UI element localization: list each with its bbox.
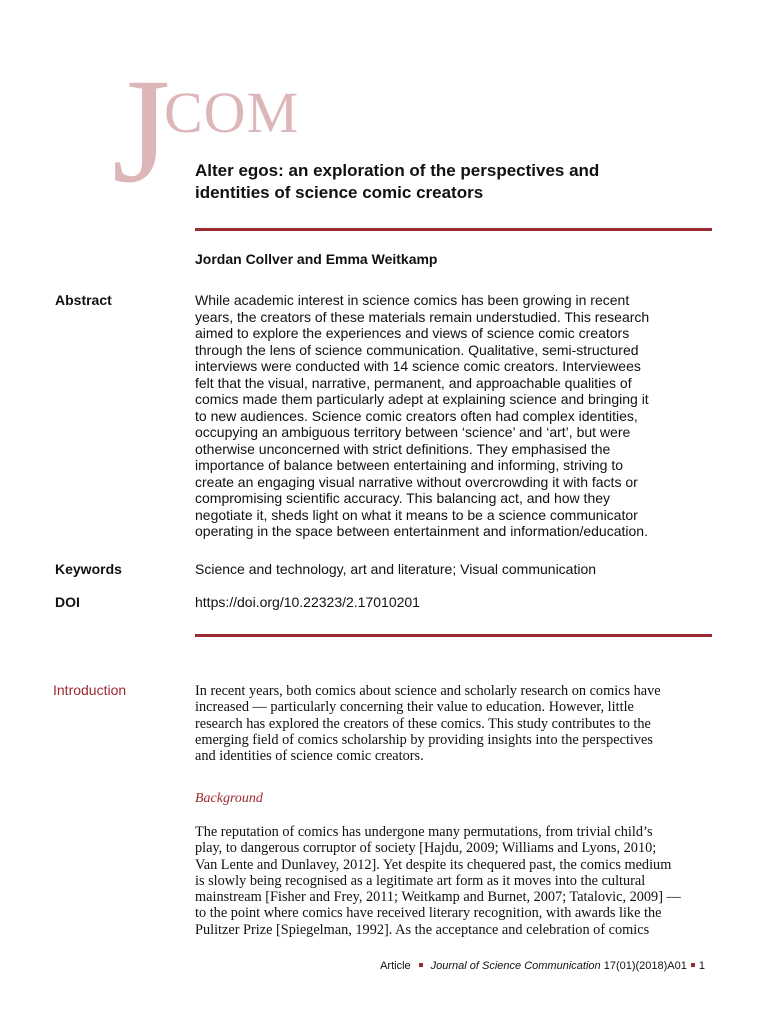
background-line: Pulitzer Prize [Spiegelman, 1992]. As the acceptance and celebration of comics <box>195 921 650 938</box>
introduction-text <box>195 683 715 764</box>
introduction-heading: Introduction <box>53 682 127 698</box>
doi-link[interactable]: https://doi.org/10.22323/2.17010201 <box>195 594 420 610</box>
keywords-label: Keywords <box>55 561 122 577</box>
background-heading: Background <box>195 791 263 806</box>
footer-article: Article <box>380 960 411 972</box>
abstract-line: While academic interest in science comics has been growing in recent <box>195 292 630 308</box>
abstract-line: negotiate it, sheds light on what it means to be a science communicator <box>195 506 638 523</box>
article-title <box>195 160 695 204</box>
abstract-line: interviews were conducted with 14 science comic creators. Interviewees <box>195 358 641 374</box>
intro-line: increased — particularly concerning their value to education. However, little <box>195 699 634 716</box>
page-footer <box>380 960 705 972</box>
intro-line: research has explored the creators of these comics. This study contributes to the <box>195 715 651 732</box>
intro-line: emerging field of comics scholarship by providing insights into the perspectives <box>195 731 653 748</box>
footer-journal: Journal of Science Communication <box>430 960 601 972</box>
authors: Jordan Collver and Emma Weitkamp <box>195 251 438 267</box>
abstract-line: importance of balance between entertaining and informing, striving to <box>195 457 624 473</box>
divider-bottom <box>195 634 712 637</box>
footer-separator <box>691 963 695 967</box>
keywords-value: Science and technology, art and literature; Visual communication <box>195 561 597 577</box>
title-line: Alter egos: an exploration of the perspectives and <box>195 161 600 180</box>
logo-letters-com: COM <box>164 80 300 145</box>
abstract-line: to new audiences. Science comic creators often had complex identities, <box>195 407 638 424</box>
abstract-line: create an engaging visual narrative without overcrowding it with facts or <box>195 473 638 490</box>
abstract-line: through the lens of science communication. Qualitative, semi-structured <box>195 341 639 358</box>
logo-letter-j: J <box>112 48 171 214</box>
abstract-line: otherwise unconcerned with strict definitions. They emphasised the <box>195 440 611 457</box>
footer-issue: 17(01)(2018)A01 <box>603 960 687 972</box>
abstract-line: operating in the space between entertainment and information/education. <box>195 523 648 539</box>
divider-top <box>195 228 712 231</box>
abstract-line: occupying an ambiguous territory between ‘science’ and ‘art’, but were <box>195 424 631 440</box>
background-line: mainstream [Fisher and Frey, 2011; Weitkamp and Burnet, 2007; Tatalovic, 2009] — <box>195 889 681 906</box>
background-line: The reputation of comics has undergone many permutations, from trivial child’s <box>195 824 653 840</box>
title-line: identities of science comic creators <box>195 183 484 202</box>
background-line: play, to dangerous corruptor of society [Hajdu, 2009; Williams and Lyons, 2010; <box>195 840 657 857</box>
background-line: Van Lente and Dunlavey, 2012]. Yet despite its chequered past, the comics medium <box>195 856 672 873</box>
footer-separator <box>419 963 423 967</box>
abstract-line: compromising scientific accuracy. This balancing act, and how they <box>195 490 611 506</box>
abstract-text <box>195 292 665 540</box>
abstract-line: aimed to explore the experiences and views of science comic creators <box>195 325 630 341</box>
abstract-line: comics made them particularly adept at explaining science and bringing it <box>195 391 649 407</box>
background-line: to the point where comics have received literary recognition, with awards like the <box>195 905 662 922</box>
background-text <box>195 824 715 938</box>
intro-line: In recent years, both comics about science and scholarly research on comics have <box>195 683 661 699</box>
background-line: is slowly being recognised as a legitimate art form as it moves into the cultural <box>195 872 646 889</box>
doi-label: DOI <box>55 594 80 610</box>
journal-logo <box>112 48 332 230</box>
footer-page-number: 1 <box>698 960 705 972</box>
intro-line: and identities of science comic creators. <box>195 748 424 765</box>
abstract-line: felt that the visual, narrative, permanent, and approachable qualities of <box>195 374 632 391</box>
abstract-label: Abstract <box>55 292 112 308</box>
abstract-line: years, the creators of these materials remain understudied. This research <box>195 308 650 325</box>
